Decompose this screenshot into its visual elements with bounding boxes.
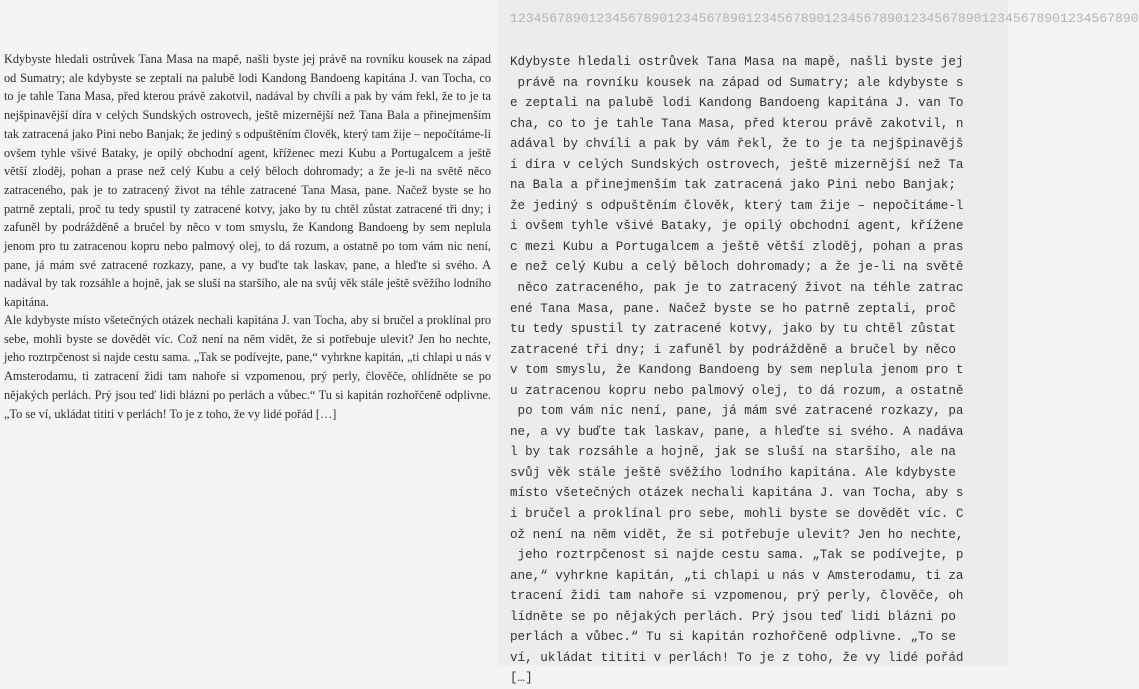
text-line: i bručel a proklínal pro sebe, mohli byste se dovědět víc. C	[510, 507, 964, 522]
text-line: něco zatraceného, pak je to zatracený život na téhle zatrac	[510, 281, 964, 296]
text-line: v tom smyslu, že Kandong Bandoeng by sem neplula jenom pro t	[510, 363, 964, 378]
text-line: ne, a vy buďte tak laskav, pane, a hleďte si svého. A nadáva	[510, 424, 964, 439]
text-line: Kdybyste hledali ostrůvek Tana Masa na mapě, našli byste jej	[510, 55, 964, 69]
justified-text-panel	[0, 0, 497, 665]
text-line: perlách a vůbec.“ Tu si kapitán rozhořčeně odplivne. „To se	[510, 630, 956, 645]
text-line: cha, co to je tahle Tana Masa, před kterou právě zakotvil, n	[510, 116, 964, 131]
text-line: ví, ukládat tititi v perlách! To je z toho, že vy lidé pořád	[510, 650, 964, 665]
text-line: svůj věk stále ještě svěžího lodního kapitána. Ale kdybyste	[510, 465, 956, 480]
text-line: c mezi Kubu a Portugalcem a ještě větší zloděj, pohan a pras	[510, 239, 964, 254]
monospace-text-panel	[497, 0, 1139, 686]
text-line: e zeptali na palubě lodi Kandong Bandoeng kapitána J. van To	[510, 96, 964, 111]
text-line: ane,“ vyhrkne kapitán, „ti chlapi u nás v Amsterodamu, ti za	[510, 568, 964, 583]
text-line: í díra v celých Sundských ostrovech, ještě mizernější než Ta	[510, 157, 964, 172]
text-line: adával by chvíli a pak by vám řekl, že to je ta nejšpinavějš	[510, 137, 964, 152]
text-line: ené Tana Masa, pane. Načež byste se ho patrně zeptali, proč	[510, 301, 956, 316]
text-line: jeho roztrpčenost si najde cestu sama. „Tak se podívejte, p	[510, 548, 964, 563]
text-line: na Bala a přinejmenším tak zatracená jako Pini nebo Banjak;	[510, 178, 956, 193]
text-line: tu tedy spustil ty zatracené kotvy, jako by tu chtěl zůstat	[510, 322, 956, 337]
text-line: lídněte se po nějakých perlách. Prý jsou teď lidi blázni po	[510, 609, 956, 624]
text-line: e než celý Kubu a celý běloch dohromady; a že je-li na světě	[510, 260, 964, 275]
text-line: tracení židi tam nahoře si vzpomenou, prý perly, člověče, oh	[510, 589, 964, 604]
text-line: zatracené tři dny; i zafuněl by podrážděně a bručel by něco	[510, 342, 956, 357]
text-line: místo všetečných otázek nechali kapitána J. van Tocha, aby s	[510, 486, 964, 501]
paragraph: Ale kdybyste místo všetečných otázek nechali kapitána J. van Tocha, aby si bručel a proklínal pro sebe, mohli byste se dovědět víc. Což není na něm vidět, že si potřebuje ulevit? Jen ho nechte, jeho roztrpčenost si najde cestu sama. „Tak se podívejte, pane,“ vyhrkne kapitán, „ti chlapi u nás v Amsterodamu, ti zatracení židi tam nahoře si vzpomenou, prý perly, člověče, ohlídněte se po nějakých perlách. Prý jsou teď lidi blázni po perlách a vůbec.“ Tu si kapitán rozhořčeně odplivne. „To se ví, ukládat tititi v perlách! To je z toho, že vy lidé pořád […]	[4, 313, 491, 421]
column-ruler: 12345678901234567890123456789012345678901234567890123456789012345678901234567890	[510, 11, 1139, 26]
text-line: […]	[510, 671, 533, 686]
text-line: i ovšem tyhle všivé Bataky, je opilý obchodní agent, křížene	[510, 219, 964, 234]
text-line: že jediný s odpuštěním člověk, který tam žije – nepočítáme-l	[510, 198, 964, 213]
wrapped-text-block	[510, 52, 1005, 689]
text-line: u zatracenou kopru nebo palmový olej, to dá rozum, a ostatně	[510, 383, 964, 398]
text-line: právě na rovníku kousek na západ od Sumatry; ale kdybyste s	[510, 75, 964, 90]
text-line: po tom vám nic není, pane, já mám své zatracené rozkazy, pa	[510, 404, 964, 419]
text-line: l by tak rozsáhle a hojně, jak se sluší na staršího, ale na	[510, 445, 956, 460]
paragraph: Kdybyste hledali ostrůvek Tana Masa na mapě, našli byste jej právě na rovníku kousek na západ od Sumatry; ale kdybyste se zeptali na palubě lodi Kandong Bandoeng kapitána J. van Tocha, co to je tahle Tana Masa, před kterou právě zakotvil, nadával by chvíli a pak by vám řekl, že to je ta nejšpinavější díra v celých Sundských ostrovech, ještě mizernější než Tana Bala a přinejmenším tak zatracená jako Pini nebo Banjak; že jediný s odpuštěním člověk, který tam žije – nepočítáme-li ovšem tyhle všivé Bataky, je opilý obchodní agent, kříženec mezi Kubu a Portugalcem a ještě větší zloděj, pohan a prase než celý Kubu a celý běloch dohromady; a že je-li na světě něco zatraceného, pak je to zatracený život na téhle zatracené Tana Masa, pane. Načež byste se ho patrně zeptali, proč tu tedy spustil ty zatracené kotvy, jako by tu chtěl zůstat zatracené tři dny; i zafuněl by podrážděně a bručel by něco v tom smyslu, že Kandong Bandoeng by sem neplula jenom pro tu zatracenou kopru nebo palmový olej, to dá rozum, a ostatně po tom vám nic není, pane, já mám své zatracené rozkazy, pane, a vy buďte tak laskav, pane, a hleďte si svého. A nadával by tak rozsáhle a hojně, jak se sluší na staršího, ale na svůj věk stále ještě svěžího lodního kapitána.	[4, 52, 491, 310]
text-line: ož není na něm vidět, že si potřebuje ulevit? Jen ho nechte,	[510, 527, 964, 542]
